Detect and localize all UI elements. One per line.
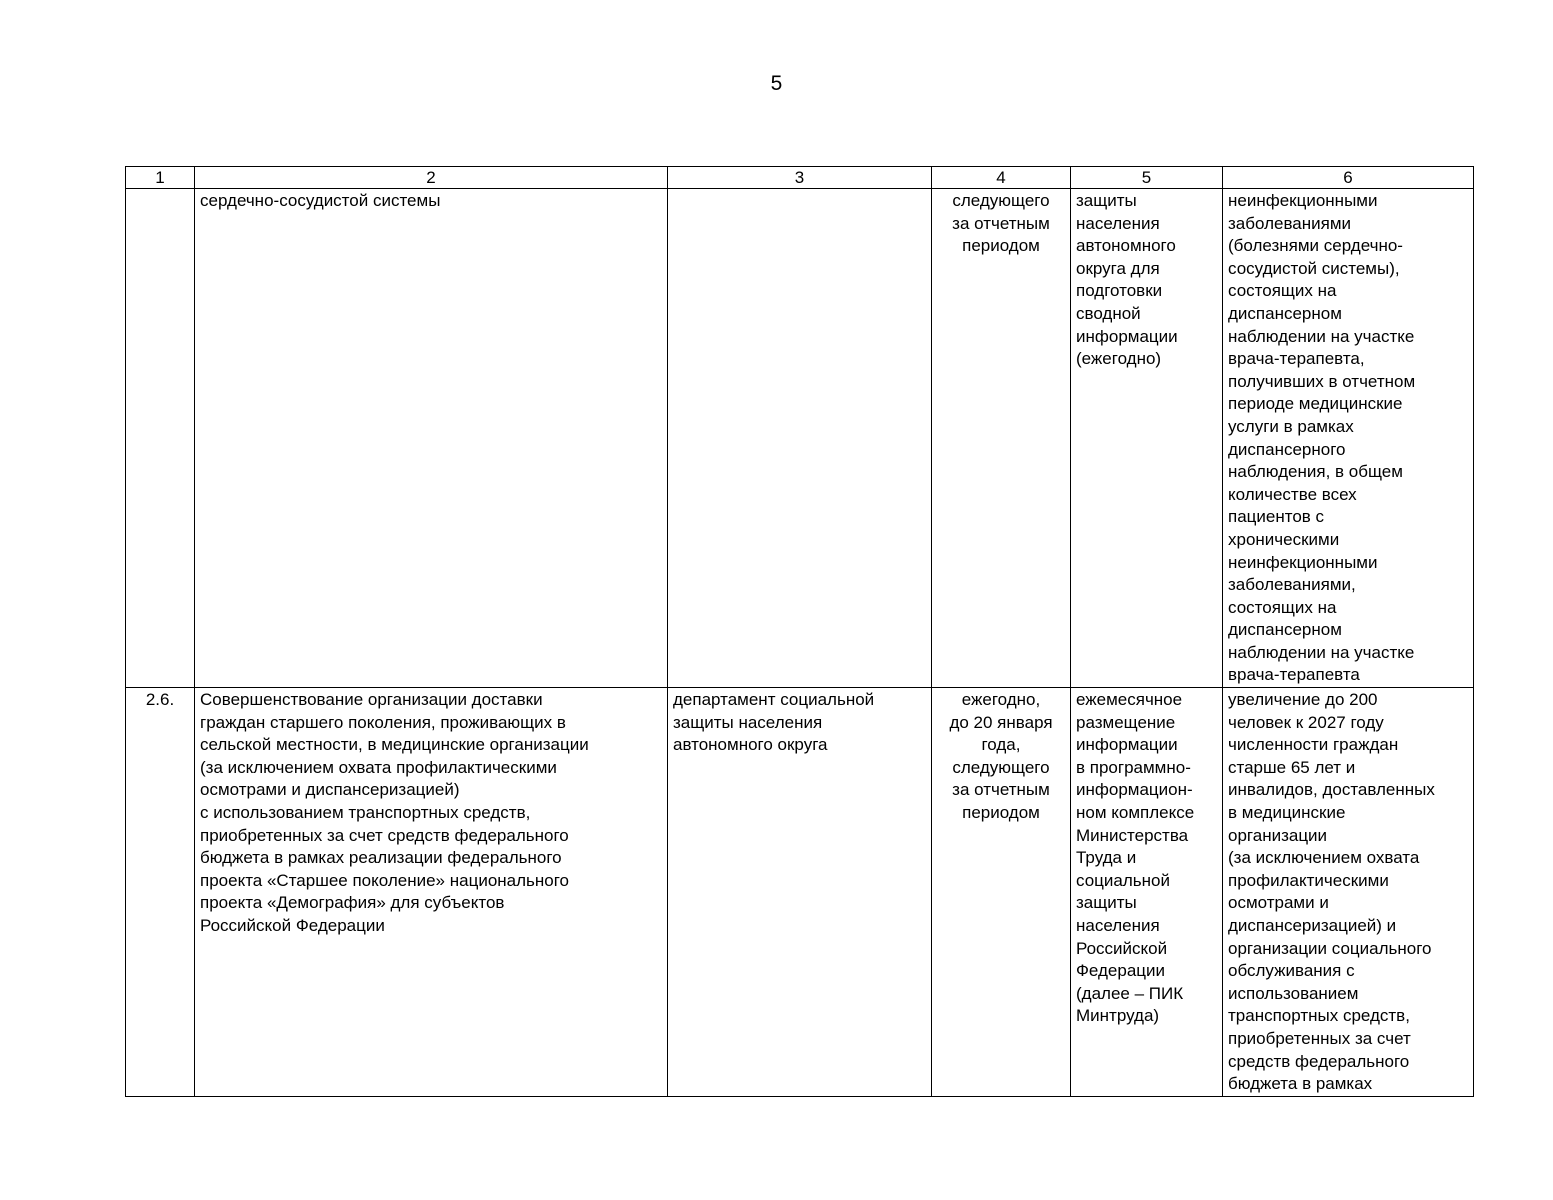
cell-report-form: ежемесячное размещение информации в программно- информацион- ном комплексе Министерства Труда и социальной защиты населения Российской Федерации (далее – ПИК Минтруда) [1071,688,1223,1097]
cell-event: Совершенствование организации доставки граждан старшего поколения, проживающих в сельской местности, в медицинские организации (за исключением охвата профилактическими осмотрами и диспансеризацией) с использованием транспортных средств, приобретенных за счет средств федерального бюджета в рамках реализации федерального проекта «Старшее поколение» национального проекта «Демография» для субъектов Российской Федерации [195,688,668,1097]
header-col-5: 5 [1071,167,1223,189]
header-col-6: 6 [1223,167,1474,189]
header-col-3: 3 [668,167,932,189]
cell-event: сердечно-сосудистой системы [195,189,668,688]
cell-number: 2.6. [126,688,195,1097]
table-row [126,189,1474,688]
header-col-1: 1 [126,167,195,189]
cell-responsible: департамент социальной защиты населения автономного округа [668,688,932,1097]
header-col-2: 2 [195,167,668,189]
cell-deadline: следующего за отчетным периодом [932,189,1071,688]
header-col-4: 4 [932,167,1071,189]
page-number: 5 [770,72,783,95]
table-row [126,688,1474,1097]
cell-expected-result: неинфекционными заболеваниями (болезнями сердечно- сосудистой системы), состоящих на диспансерном наблюдении на участке врача-терапевта, получивших в отчетном периоде медицинские услуги в рамках диспансерного наблюдения, в общем количестве всех пациентов с хроническими неинфекционными заболеваниями, состоящих на диспансерном наблюдении на участке врача-терапевта [1223,189,1474,688]
measures-table [125,166,1474,1097]
cell-expected-result: увеличение до 200 человек к 2027 году численности граждан старше 65 лет и инвалидов, доставленных в медицинские организации (за исключением охвата профилактическими осмотрами и диспансеризацией) и организации социального обслуживания с использованием транспортных средств, приобретенных за счет средств федерального бюджета в рамках [1223,688,1474,1097]
cell-deadline: ежегодно, до 20 января года, следующего за отчетным периодом [932,688,1071,1097]
cell-number [126,189,195,688]
header-row [126,167,1474,189]
cell-responsible [668,189,932,688]
cell-report-form: защиты населения автономного округа для подготовки сводной информации (ежегодно) [1071,189,1223,688]
